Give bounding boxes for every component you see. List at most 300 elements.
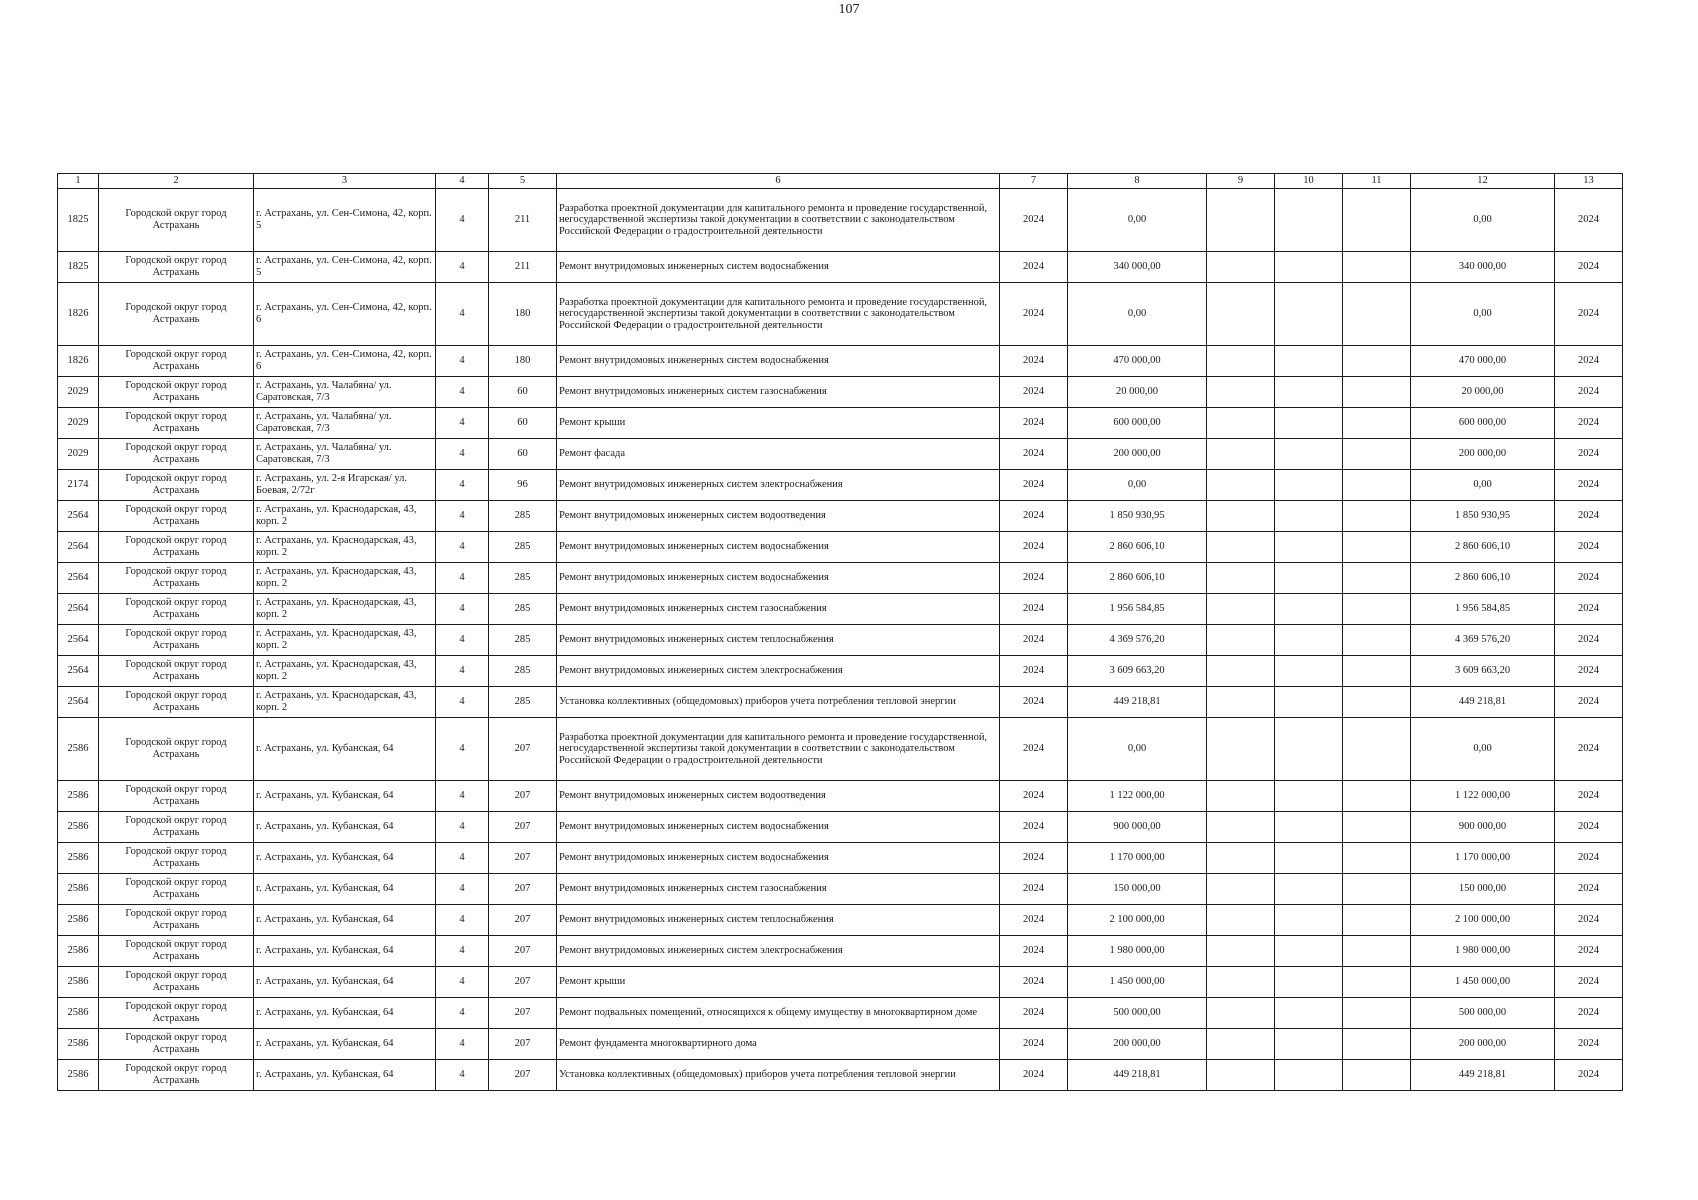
col9-cell	[1207, 718, 1275, 781]
col9-cell	[1207, 501, 1275, 532]
col10-cell	[1275, 936, 1343, 967]
end-year-cell: 2024	[1555, 998, 1623, 1029]
total-cost-cell: 1 956 584,85	[1068, 594, 1207, 625]
col10-cell	[1275, 470, 1343, 501]
table-row	[58, 843, 1623, 874]
col11-cell	[1343, 501, 1411, 532]
municipality-cell: Городской округ город Астрахань	[99, 843, 254, 874]
work-type-cell: Ремонт крыши	[557, 967, 1000, 998]
municipality-cell: Городской округ город Астрахань	[99, 905, 254, 936]
total-cost-cell: 340 000,00	[1068, 252, 1207, 283]
column-header-2: 2	[99, 174, 254, 189]
col12-cost-cell: 449 218,81	[1411, 687, 1555, 718]
year-cell: 2024	[1000, 874, 1068, 905]
end-year-cell: 2024	[1555, 377, 1623, 408]
address-cell: г. Астрахань, ул. Сен-Симона, 42, корп. 6	[254, 283, 436, 346]
col11-cell	[1343, 408, 1411, 439]
table-row	[58, 687, 1623, 718]
col4-cell: 4	[436, 967, 489, 998]
col4-cell: 4	[436, 1060, 489, 1091]
municipality-cell: Городской округ город Астрахань	[99, 408, 254, 439]
end-year-cell: 2024	[1555, 625, 1623, 656]
col9-cell	[1207, 189, 1275, 252]
municipality-cell: Городской округ город Астрахань	[99, 470, 254, 501]
col11-cell	[1343, 656, 1411, 687]
col9-cell	[1207, 625, 1275, 656]
col12-cost-cell: 3 609 663,20	[1411, 656, 1555, 687]
col10-cell	[1275, 563, 1343, 594]
address-cell: г. Астрахань, ул. Краснодарская, 43, корп. 2	[254, 532, 436, 563]
table-row	[58, 377, 1623, 408]
municipality-cell: Городской округ город Астрахань	[99, 967, 254, 998]
col12-cost-cell: 200 000,00	[1411, 439, 1555, 470]
object-id-cell: 2174	[58, 470, 99, 501]
col12-cost-cell: 500 000,00	[1411, 998, 1555, 1029]
col10-cell	[1275, 687, 1343, 718]
object-id-cell: 2564	[58, 594, 99, 625]
col4-cell: 4	[436, 439, 489, 470]
col5-cell: 285	[489, 687, 557, 718]
municipality-cell: Городской округ город Астрахань	[99, 346, 254, 377]
municipality-cell: Городской округ город Астрахань	[99, 501, 254, 532]
col10-cell	[1275, 905, 1343, 936]
column-header-13: 13	[1555, 174, 1623, 189]
end-year-cell: 2024	[1555, 843, 1623, 874]
work-type-cell: Ремонт внутридомовых инженерных систем водоснабжения	[557, 346, 1000, 377]
table-row	[58, 532, 1623, 563]
col11-cell	[1343, 936, 1411, 967]
col5-cell: 285	[489, 501, 557, 532]
col9-cell	[1207, 252, 1275, 283]
col5-cell: 207	[489, 812, 557, 843]
col9-cell	[1207, 470, 1275, 501]
col10-cell	[1275, 501, 1343, 532]
municipality-cell: Городской округ город Астрахань	[99, 781, 254, 812]
object-id-cell: 2586	[58, 936, 99, 967]
col9-cell	[1207, 439, 1275, 470]
header-row	[58, 174, 1623, 189]
year-cell: 2024	[1000, 252, 1068, 283]
work-type-cell: Разработка проектной документации для капитального ремонта и проведение государственной, негосударственной экспертизы такой документации в соответствии с законодательством Российской Федерации о градостроительной деятельности	[557, 718, 1000, 781]
address-cell: г. Астрахань, ул. Сен-Симона, 42, корп. 5	[254, 189, 436, 252]
col5-cell: 285	[489, 594, 557, 625]
municipality-cell: Городской округ город Астрахань	[99, 283, 254, 346]
address-cell: г. Астрахань, ул. Сен-Симона, 42, корп. 5	[254, 252, 436, 283]
end-year-cell: 2024	[1555, 1060, 1623, 1091]
address-cell: г. Астрахань, ул. Краснодарская, 43, корп. 2	[254, 625, 436, 656]
total-cost-cell: 0,00	[1068, 283, 1207, 346]
column-header-5: 5	[489, 174, 557, 189]
table-row	[58, 936, 1623, 967]
col12-cost-cell: 2 860 606,10	[1411, 563, 1555, 594]
total-cost-cell: 0,00	[1068, 470, 1207, 501]
work-type-cell: Ремонт внутридомовых инженерных систем газоснабжения	[557, 594, 1000, 625]
col10-cell	[1275, 594, 1343, 625]
end-year-cell: 2024	[1555, 874, 1623, 905]
col5-cell: 207	[489, 718, 557, 781]
col5-cell: 285	[489, 532, 557, 563]
year-cell: 2024	[1000, 470, 1068, 501]
table-row	[58, 874, 1623, 905]
col9-cell	[1207, 812, 1275, 843]
table-row	[58, 998, 1623, 1029]
work-type-cell: Ремонт внутридомовых инженерных систем электроснабжения	[557, 656, 1000, 687]
municipality-cell: Городской округ город Астрахань	[99, 594, 254, 625]
col5-cell: 207	[489, 781, 557, 812]
col4-cell: 4	[436, 874, 489, 905]
total-cost-cell: 600 000,00	[1068, 408, 1207, 439]
col9-cell	[1207, 283, 1275, 346]
work-type-cell: Ремонт внутридомовых инженерных систем водоснабжения	[557, 532, 1000, 563]
col4-cell: 4	[436, 625, 489, 656]
end-year-cell: 2024	[1555, 656, 1623, 687]
col5-cell: 285	[489, 625, 557, 656]
address-cell: г. Астрахань, ул. Кубанская, 64	[254, 781, 436, 812]
end-year-cell: 2024	[1555, 718, 1623, 781]
col5-cell: 180	[489, 346, 557, 377]
table-row	[58, 1060, 1623, 1091]
work-type-cell: Ремонт фасада	[557, 439, 1000, 470]
col11-cell	[1343, 252, 1411, 283]
municipality-cell: Городской округ город Астрахань	[99, 874, 254, 905]
address-cell: г. Астрахань, ул. Кубанская, 64	[254, 718, 436, 781]
object-id-cell: 2586	[58, 905, 99, 936]
col12-cost-cell: 150 000,00	[1411, 874, 1555, 905]
work-type-cell: Ремонт внутридомовых инженерных систем водоотведения	[557, 781, 1000, 812]
col12-cost-cell: 4 369 576,20	[1411, 625, 1555, 656]
col12-cost-cell: 1 850 930,95	[1411, 501, 1555, 532]
total-cost-cell: 1 122 000,00	[1068, 781, 1207, 812]
object-id-cell: 2564	[58, 656, 99, 687]
col4-cell: 4	[436, 189, 489, 252]
col11-cell	[1343, 874, 1411, 905]
table-row	[58, 408, 1623, 439]
total-cost-cell: 1 450 000,00	[1068, 967, 1207, 998]
total-cost-cell: 1 980 000,00	[1068, 936, 1207, 967]
total-cost-cell: 200 000,00	[1068, 439, 1207, 470]
col4-cell: 4	[436, 377, 489, 408]
year-cell: 2024	[1000, 283, 1068, 346]
object-id-cell: 2029	[58, 377, 99, 408]
col10-cell	[1275, 656, 1343, 687]
col12-cost-cell: 20 000,00	[1411, 377, 1555, 408]
address-cell: г. Астрахань, ул. Чалабяна/ ул. Саратовская, 7/3	[254, 439, 436, 470]
year-cell: 2024	[1000, 408, 1068, 439]
year-cell: 2024	[1000, 967, 1068, 998]
object-id-cell: 2586	[58, 998, 99, 1029]
col5-cell: 207	[489, 874, 557, 905]
table-row	[58, 967, 1623, 998]
column-header-9: 9	[1207, 174, 1275, 189]
year-cell: 2024	[1000, 501, 1068, 532]
col5-cell: 96	[489, 470, 557, 501]
address-cell: г. Астрахань, ул. Краснодарская, 43, корп. 2	[254, 687, 436, 718]
col12-cost-cell: 1 122 000,00	[1411, 781, 1555, 812]
col10-cell	[1275, 812, 1343, 843]
year-cell: 2024	[1000, 594, 1068, 625]
address-cell: г. Астрахань, ул. Сен-Симона, 42, корп. 6	[254, 346, 436, 377]
col4-cell: 4	[436, 283, 489, 346]
address-cell: г. Астрахань, ул. Краснодарская, 43, корп. 2	[254, 594, 436, 625]
col12-cost-cell: 2 100 000,00	[1411, 905, 1555, 936]
col12-cost-cell: 2 860 606,10	[1411, 532, 1555, 563]
col11-cell	[1343, 687, 1411, 718]
total-cost-cell: 1 170 000,00	[1068, 843, 1207, 874]
col10-cell	[1275, 189, 1343, 252]
address-cell: г. Астрахань, ул. Кубанская, 64	[254, 905, 436, 936]
end-year-cell: 2024	[1555, 594, 1623, 625]
work-type-cell: Ремонт внутридомовых инженерных систем газоснабжения	[557, 377, 1000, 408]
table-row	[58, 656, 1623, 687]
table-row	[58, 501, 1623, 532]
col9-cell	[1207, 656, 1275, 687]
col11-cell	[1343, 377, 1411, 408]
object-id-cell: 2586	[58, 843, 99, 874]
col5-cell: 211	[489, 252, 557, 283]
col10-cell	[1275, 843, 1343, 874]
col12-cost-cell: 1 980 000,00	[1411, 936, 1555, 967]
col4-cell: 4	[436, 998, 489, 1029]
col5-cell: 207	[489, 843, 557, 874]
municipality-cell: Городской округ город Астрахань	[99, 252, 254, 283]
col10-cell	[1275, 532, 1343, 563]
col10-cell	[1275, 998, 1343, 1029]
col10-cell	[1275, 377, 1343, 408]
col10-cell	[1275, 252, 1343, 283]
col11-cell	[1343, 1029, 1411, 1060]
total-cost-cell: 200 000,00	[1068, 1029, 1207, 1060]
page-number: 107	[838, 2, 860, 17]
column-header-8: 8	[1068, 174, 1207, 189]
col5-cell: 207	[489, 1060, 557, 1091]
total-cost-cell: 900 000,00	[1068, 812, 1207, 843]
col11-cell	[1343, 905, 1411, 936]
col12-cost-cell: 0,00	[1411, 283, 1555, 346]
work-type-cell: Ремонт крыши	[557, 408, 1000, 439]
municipality-cell: Городской округ город Астрахань	[99, 625, 254, 656]
col11-cell	[1343, 470, 1411, 501]
address-cell: г. Астрахань, ул. Краснодарская, 43, корп. 2	[254, 501, 436, 532]
col5-cell: 207	[489, 905, 557, 936]
col10-cell	[1275, 781, 1343, 812]
col11-cell	[1343, 532, 1411, 563]
address-cell: г. Астрахань, ул. Кубанская, 64	[254, 874, 436, 905]
work-type-cell: Ремонт фундамента многоквартирного дома	[557, 1029, 1000, 1060]
object-id-cell: 2564	[58, 625, 99, 656]
col4-cell: 4	[436, 532, 489, 563]
year-cell: 2024	[1000, 781, 1068, 812]
year-cell: 2024	[1000, 532, 1068, 563]
col4-cell: 4	[436, 905, 489, 936]
col12-cost-cell: 449 218,81	[1411, 1060, 1555, 1091]
end-year-cell: 2024	[1555, 781, 1623, 812]
col11-cell	[1343, 563, 1411, 594]
col9-cell	[1207, 781, 1275, 812]
object-id-cell: 1825	[58, 189, 99, 252]
table-row	[58, 812, 1623, 843]
table-row	[58, 189, 1623, 252]
municipality-cell: Городской округ город Астрахань	[99, 812, 254, 843]
address-cell: г. Астрахань, ул. Кубанская, 64	[254, 936, 436, 967]
work-type-cell: Ремонт внутридомовых инженерных систем газоснабжения	[557, 874, 1000, 905]
address-cell: г. Астрахань, ул. Кубанская, 64	[254, 843, 436, 874]
object-id-cell: 2586	[58, 967, 99, 998]
column-header-3: 3	[254, 174, 436, 189]
year-cell: 2024	[1000, 563, 1068, 594]
year-cell: 2024	[1000, 656, 1068, 687]
work-type-cell: Ремонт внутридомовых инженерных систем водоснабжения	[557, 563, 1000, 594]
total-cost-cell: 1 850 930,95	[1068, 501, 1207, 532]
year-cell: 2024	[1000, 812, 1068, 843]
col9-cell	[1207, 687, 1275, 718]
total-cost-cell: 3 609 663,20	[1068, 656, 1207, 687]
end-year-cell: 2024	[1555, 408, 1623, 439]
year-cell: 2024	[1000, 843, 1068, 874]
end-year-cell: 2024	[1555, 346, 1623, 377]
object-id-cell: 1826	[58, 346, 99, 377]
col5-cell: 207	[489, 967, 557, 998]
col4-cell: 4	[436, 936, 489, 967]
address-cell: г. Астрахань, ул. Чалабяна/ ул. Саратовская, 7/3	[254, 377, 436, 408]
column-header-11: 11	[1343, 174, 1411, 189]
col4-cell: 4	[436, 1029, 489, 1060]
year-cell: 2024	[1000, 189, 1068, 252]
work-type-cell: Ремонт внутридомовых инженерных систем водоснабжения	[557, 812, 1000, 843]
table-row	[58, 252, 1623, 283]
total-cost-cell: 0,00	[1068, 718, 1207, 781]
col9-cell	[1207, 936, 1275, 967]
year-cell: 2024	[1000, 718, 1068, 781]
total-cost-cell: 449 218,81	[1068, 1060, 1207, 1091]
col4-cell: 4	[436, 501, 489, 532]
table-row	[58, 594, 1623, 625]
col11-cell	[1343, 998, 1411, 1029]
col5-cell: 180	[489, 283, 557, 346]
col10-cell	[1275, 718, 1343, 781]
address-cell: г. Астрахань, ул. Кубанская, 64	[254, 1029, 436, 1060]
col9-cell	[1207, 408, 1275, 439]
municipality-cell: Городской округ город Астрахань	[99, 656, 254, 687]
col11-cell	[1343, 718, 1411, 781]
table-row	[58, 563, 1623, 594]
work-type-cell: Ремонт внутридомовых инженерных систем электроснабжения	[557, 470, 1000, 501]
col4-cell: 4	[436, 408, 489, 439]
col4-cell: 4	[436, 346, 489, 377]
col5-cell: 285	[489, 656, 557, 687]
object-id-cell: 2029	[58, 439, 99, 470]
col5-cell: 60	[489, 408, 557, 439]
year-cell: 2024	[1000, 1060, 1068, 1091]
col10-cell	[1275, 1060, 1343, 1091]
year-cell: 2024	[1000, 1029, 1068, 1060]
end-year-cell: 2024	[1555, 967, 1623, 998]
year-cell: 2024	[1000, 346, 1068, 377]
end-year-cell: 2024	[1555, 470, 1623, 501]
col11-cell	[1343, 1060, 1411, 1091]
col9-cell	[1207, 346, 1275, 377]
work-type-cell: Ремонт подвальных помещений, относящихся к общему имуществу в многоквартирном доме	[557, 998, 1000, 1029]
repair-program-table	[57, 173, 1623, 1091]
municipality-cell: Городской округ город Астрахань	[99, 998, 254, 1029]
end-year-cell: 2024	[1555, 189, 1623, 252]
work-type-cell: Ремонт внутридомовых инженерных систем электроснабжения	[557, 936, 1000, 967]
object-id-cell: 2586	[58, 1029, 99, 1060]
work-type-cell: Разработка проектной документации для капитального ремонта и проведение государственной, негосударственной экспертизы такой документации в соответствии с законодательством Российской Федерации о градостроительной деятельности	[557, 283, 1000, 346]
address-cell: г. Астрахань, ул. Краснодарская, 43, корп. 2	[254, 656, 436, 687]
col5-cell: 285	[489, 563, 557, 594]
col10-cell	[1275, 439, 1343, 470]
end-year-cell: 2024	[1555, 1029, 1623, 1060]
column-header-1: 1	[58, 174, 99, 189]
col9-cell	[1207, 874, 1275, 905]
municipality-cell: Городской округ город Астрахань	[99, 718, 254, 781]
col12-cost-cell: 600 000,00	[1411, 408, 1555, 439]
object-id-cell: 2564	[58, 501, 99, 532]
object-id-cell: 2564	[58, 563, 99, 594]
municipality-cell: Городской округ город Астрахань	[99, 377, 254, 408]
table-row	[58, 283, 1623, 346]
total-cost-cell: 2 860 606,10	[1068, 532, 1207, 563]
col12-cost-cell: 1 450 000,00	[1411, 967, 1555, 998]
col9-cell	[1207, 843, 1275, 874]
col12-cost-cell: 0,00	[1411, 470, 1555, 501]
municipality-cell: Городской округ город Астрахань	[99, 439, 254, 470]
work-type-cell: Установка коллективных (общедомовых) приборов учета потребления тепловой энергии	[557, 1060, 1000, 1091]
col12-cost-cell: 0,00	[1411, 189, 1555, 252]
object-id-cell: 1826	[58, 283, 99, 346]
col5-cell: 207	[489, 998, 557, 1029]
year-cell: 2024	[1000, 905, 1068, 936]
col12-cost-cell: 470 000,00	[1411, 346, 1555, 377]
col10-cell	[1275, 625, 1343, 656]
total-cost-cell: 20 000,00	[1068, 377, 1207, 408]
year-cell: 2024	[1000, 936, 1068, 967]
col12-cost-cell: 0,00	[1411, 718, 1555, 781]
total-cost-cell: 4 369 576,20	[1068, 625, 1207, 656]
col9-cell	[1207, 1060, 1275, 1091]
col11-cell	[1343, 346, 1411, 377]
municipality-cell: Городской округ город Астрахань	[99, 1029, 254, 1060]
object-id-cell: 2586	[58, 874, 99, 905]
table-body	[58, 189, 1623, 1091]
end-year-cell: 2024	[1555, 905, 1623, 936]
column-header-6: 6	[557, 174, 1000, 189]
column-header-4: 4	[436, 174, 489, 189]
end-year-cell: 2024	[1555, 532, 1623, 563]
end-year-cell: 2024	[1555, 283, 1623, 346]
col4-cell: 4	[436, 718, 489, 781]
col11-cell	[1343, 812, 1411, 843]
end-year-cell: 2024	[1555, 936, 1623, 967]
year-cell: 2024	[1000, 998, 1068, 1029]
col10-cell	[1275, 408, 1343, 439]
total-cost-cell: 2 100 000,00	[1068, 905, 1207, 936]
col9-cell	[1207, 998, 1275, 1029]
column-header-12: 12	[1411, 174, 1555, 189]
work-type-cell: Ремонт внутридомовых инженерных систем водоснабжения	[557, 252, 1000, 283]
table-row	[58, 905, 1623, 936]
address-cell: г. Астрахань, ул. Кубанская, 64	[254, 967, 436, 998]
col12-cost-cell: 200 000,00	[1411, 1029, 1555, 1060]
col5-cell: 207	[489, 936, 557, 967]
col4-cell: 4	[436, 781, 489, 812]
work-type-cell: Установка коллективных (общедомовых) приборов учета потребления тепловой энергии	[557, 687, 1000, 718]
col11-cell	[1343, 594, 1411, 625]
table-row	[58, 470, 1623, 501]
col9-cell	[1207, 1029, 1275, 1060]
col5-cell: 207	[489, 1029, 557, 1060]
year-cell: 2024	[1000, 439, 1068, 470]
